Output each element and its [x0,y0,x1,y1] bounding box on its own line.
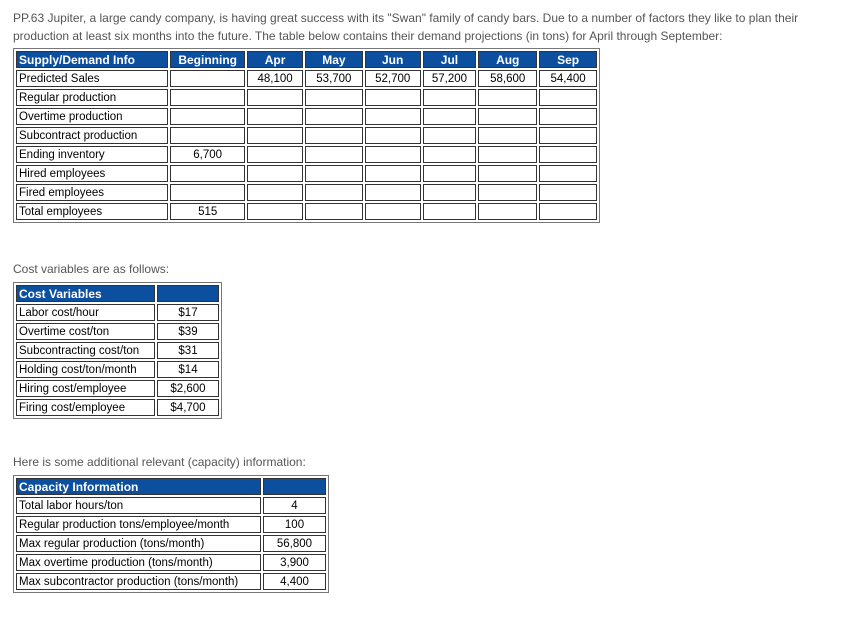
aug-cell[interactable] [478,146,537,163]
aug-cell[interactable] [478,165,537,182]
jun-cell[interactable] [365,203,421,220]
jun-cell[interactable] [365,89,421,106]
row-label: Subcontract production [16,127,168,144]
capacity-label: Max overtime production (tons/month) [16,554,261,571]
cost-value: $2,600 [157,380,219,397]
apr-cell[interactable] [247,203,303,220]
aug-cell[interactable] [478,108,537,125]
header-capacity-information: Capacity Information [16,478,261,495]
jul-cell[interactable] [423,203,477,220]
sep-cell[interactable] [539,127,597,144]
aug-cell[interactable] [478,184,537,201]
may-cell[interactable] [305,127,363,144]
capacity-value: 3,900 [263,554,326,571]
cost-value: $17 [157,304,219,321]
beginning-cell[interactable] [170,184,245,201]
sep-cell[interactable] [539,203,597,220]
beginning-cell[interactable]: 515 [170,203,245,220]
cost-row-holding [16,361,219,378]
aug-cell[interactable] [478,127,537,144]
capacity-table [13,475,329,593]
jun-cell[interactable]: 52,700 [365,70,421,87]
cost-variables-table [13,282,222,419]
jul-cell[interactable] [423,108,477,125]
cost-value: $31 [157,342,219,359]
jun-cell[interactable] [365,127,421,144]
cost-variables-intro: Cost variables are as follows: [13,262,170,276]
jul-cell[interactable] [423,127,477,144]
cost-row-firing [16,399,219,416]
may-cell[interactable] [305,203,363,220]
cost-label: Subcontracting cost/ton [16,342,155,359]
row-ending-inventory [16,146,597,163]
capacity-value: 4,400 [263,573,326,590]
sep-cell[interactable] [539,165,597,182]
header-cost-value [157,285,219,302]
header-sep: Sep [539,51,597,68]
beginning-cell[interactable]: 6,700 [170,146,245,163]
row-label: Ending inventory [16,146,168,163]
header-beginning: Beginning [170,51,245,68]
aug-cell[interactable] [478,203,537,220]
header-aug: Aug [478,51,537,68]
cost-value: $4,700 [157,399,219,416]
header-may: May [305,51,363,68]
aug-cell[interactable]: 58,600 [478,70,537,87]
row-hired-employees [16,165,597,182]
may-cell[interactable] [305,165,363,182]
jul-cell[interactable] [423,184,477,201]
may-cell[interactable] [305,108,363,125]
apr-cell[interactable] [247,89,303,106]
sep-cell[interactable] [539,184,597,201]
row-overtime-production [16,108,597,125]
beginning-cell[interactable] [170,127,245,144]
apr-cell[interactable] [247,108,303,125]
capacity-row-labor-hours [16,497,326,514]
row-subcontract-production [16,127,597,144]
supply-demand-header-row [16,51,597,68]
beginning-cell[interactable] [170,108,245,125]
header-capacity-value [263,478,326,495]
capacity-label: Total labor hours/ton [16,497,261,514]
cost-label: Hiring cost/employee [16,380,155,397]
row-label: Overtime production [16,108,168,125]
row-regular-production [16,89,597,106]
cost-value: $39 [157,323,219,340]
jul-cell[interactable] [423,146,477,163]
apr-cell[interactable] [247,127,303,144]
header-jun: Jun [365,51,421,68]
sep-cell[interactable]: 54,400 [539,70,597,87]
row-total-employees [16,203,597,220]
row-predicted-sales [16,70,597,87]
header-apr: Apr [247,51,303,68]
capacity-label: Max regular production (tons/month) [16,535,261,552]
jun-cell[interactable] [365,184,421,201]
cost-variables-header-row [16,285,219,302]
capacity-value: 100 [263,516,326,533]
cost-label: Labor cost/hour [16,304,155,321]
row-fired-employees [16,184,597,201]
apr-cell[interactable] [247,146,303,163]
row-label: Fired employees [16,184,168,201]
row-label: Regular production [16,89,168,106]
cost-label: Firing cost/employee [16,399,155,416]
beginning-cell[interactable] [170,89,245,106]
capacity-row-max-subcontractor [16,573,326,590]
jul-cell[interactable]: 57,200 [423,70,477,87]
capacity-row-max-regular [16,535,326,552]
sep-cell[interactable] [539,108,597,125]
cost-label: Holding cost/ton/month [16,361,155,378]
capacity-intro: Here is some additional relevant (capacity) information: [13,455,306,469]
may-cell[interactable] [305,146,363,163]
jul-cell[interactable] [423,89,477,106]
sep-cell[interactable] [539,146,597,163]
apr-cell[interactable] [247,184,303,201]
capacity-label: Regular production tons/employee/month [16,516,261,533]
row-label: Hired employees [16,165,168,182]
capacity-row-regular-per-employee [16,516,326,533]
row-label: Predicted Sales [16,70,168,87]
beginning-cell[interactable] [170,165,245,182]
row-label: Total employees [16,203,168,220]
cost-row-hiring [16,380,219,397]
sep-cell[interactable] [539,89,597,106]
aug-cell[interactable] [478,89,537,106]
supply-demand-table [13,48,600,223]
beginning-cell[interactable] [170,70,245,87]
capacity-label: Max subcontractor production (tons/month) [16,573,261,590]
jun-cell[interactable] [365,108,421,125]
capacity-row-max-overtime [16,554,326,571]
jun-cell[interactable] [365,165,421,182]
may-cell[interactable]: 53,700 [305,70,363,87]
cost-label: Overtime cost/ton [16,323,155,340]
header-supply-demand-info: Supply/Demand Info [16,51,168,68]
cost-row-labor [16,304,219,321]
capacity-header-row [16,478,326,495]
may-cell[interactable] [305,89,363,106]
capacity-value: 56,800 [263,535,326,552]
problem-intro-text: PP.63 Jupiter, a large candy company, is having great success with its "Swan" family of candy bars. Due to a number of factors they like to plan their production at least six months into the future. The table below contains their demand projections (in tons) for April through September: [13,11,799,43]
jul-cell[interactable] [423,165,477,182]
header-jul: Jul [423,51,477,68]
cost-row-subcontracting [16,342,219,359]
cost-row-overtime [16,323,219,340]
header-cost-variables: Cost Variables [16,285,155,302]
may-cell[interactable] [305,184,363,201]
apr-cell[interactable]: 48,100 [247,70,303,87]
apr-cell[interactable] [247,165,303,182]
capacity-value: 4 [263,497,326,514]
cost-value: $14 [157,361,219,378]
jun-cell[interactable] [365,146,421,163]
